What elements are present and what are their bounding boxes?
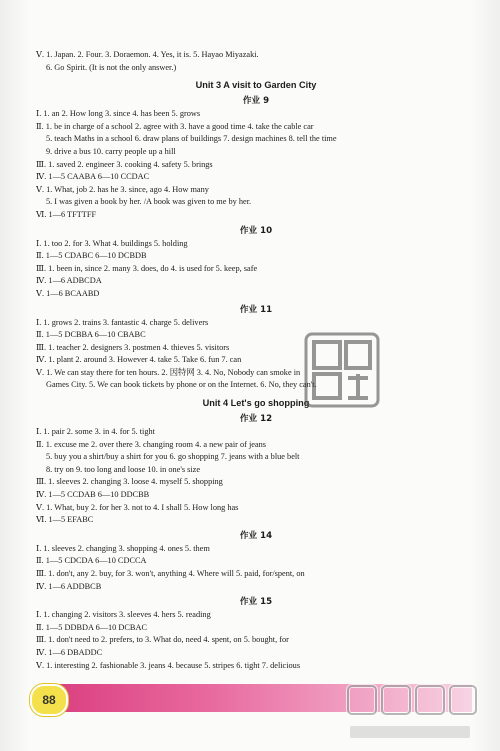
answer-line: Ⅴ. 1. What, buy 2. for her 3. not to 4. I shall 5. How long has (36, 502, 239, 512)
answer-line: Ⅳ. 1—6 DBADDC (36, 647, 103, 657)
answer-line: Ⅳ. 1. plant 2. around 3. However 4. take 5. Take 6. fun 7. can (36, 355, 242, 365)
site-watermark-icon (340, 680, 480, 750)
answer-key-content (36, 49, 476, 672)
unit-4-title: Unit 4 Let's go shopping (202, 398, 310, 409)
answer-line: Ⅲ. 1. been in, since 2. many 3. does, do 4. is used for 5. keep, safe (36, 263, 258, 273)
answer-line: Ⅴ. 1. Japan. 2. Four. 3. Doraemon. 4. Yes, it is. 5. Hayao Miyazaki. (36, 50, 259, 59)
answer-line: Ⅳ. 1—5 CCDAB 6—10 DDCBB (36, 490, 150, 500)
answer-line: Ⅱ. 1—5 CDCDA 6—10 CDCCA (36, 556, 147, 566)
answer-line: 8. try on 9. too long and loose 10. in one's size (46, 464, 201, 474)
answer-line: Ⅱ. 1. excuse me 2. over there 3. changing room 4. a new pair of jeans (36, 439, 267, 449)
answer-line: 5. buy you a shirt/buy a shirt for you 6. go shopping 7. jeans with a blue belt (46, 452, 300, 462)
answer-line: Ⅵ. 1—5 EFABC (36, 515, 94, 525)
answer-line: Ⅴ. 1. We can stay there for ten hours. 2. 因特网 3. 4. No, Nobody can smoke in (36, 367, 301, 377)
answer-line: Ⅵ. 1—6 TFTTFF (36, 209, 97, 219)
answer-line: Ⅰ. 1. an 2. How long 3. since 4. has been 5. grows (36, 109, 201, 119)
answer-line: Ⅰ. 1. grows 2. trains 3. fantastic 4. charge 5. delivers (36, 317, 209, 327)
answer-line: Ⅳ. 1—6 ADBCDA (36, 276, 102, 286)
answer-line: Ⅱ. 1. be in charge of a school 2. agree with 3. have a good time 4. take the cable car (36, 121, 314, 131)
answer-line: Ⅰ. 1. too 2. for 3. What 4. buildings 5. holding (36, 238, 188, 248)
stamp-watermark-icon (300, 328, 384, 412)
answer-line: Ⅰ. 1. sleeves 2. changing 3. shopping 4. ones 5. them (36, 543, 210, 553)
homework-14-title: 作业 14 (239, 530, 273, 541)
homework-10-title: 作业 10 (239, 225, 273, 236)
answer-line: 5. teach Maths in a school 6. draw plans of buildings 7. design machines 8. tell the time (46, 134, 337, 144)
answer-line: Ⅱ. 1—5 DCBBA 6—10 CBABC (36, 330, 146, 340)
answer-line: Ⅱ. 1—5 DDBDA 6—10 DCBAC (36, 622, 147, 632)
answer-line: Ⅴ. 1—6 BCAABD (36, 288, 100, 298)
answer-line: Ⅲ. 1. sleeves 2. changing 3. loose 4. myself 5. shopping (36, 477, 223, 487)
homework-15-title: 作业 15 (239, 597, 273, 608)
unit-3-title: Unit 3 A visit to Garden City (195, 80, 317, 91)
homework-12-title: 作业 12 (239, 414, 273, 425)
answer-line: Ⅲ. 1. saved 2. engineer 3. cooking 4. safety 5. brings (36, 159, 213, 169)
answer-line: Ⅰ. 1. changing 2. visitors 3. sleeves 4. hers 5. reading (36, 610, 211, 620)
answer-line: 6. Go Spirit. (It is not the only answer.) (46, 62, 177, 72)
answer-line: 9. drive a bus 10. carry people up a hill (46, 146, 176, 156)
answer-line: Ⅲ. 1. don't need to 2. prefers, to 3. What do, need 4. spent, on 5. bought, for (36, 635, 289, 645)
homework-11-title: 作业 11 (239, 304, 273, 315)
answer-line: 5. I was given a book by her. /A book was given to me by her. (46, 197, 252, 207)
answer-line: Ⅱ. 1—5 CDABC 6—10 DCBDB (36, 251, 147, 261)
answer-line: Ⅴ. 1. interesting 2. fashionable 3. jeans 4. because 5. stripes 6. tight 7. delicious (36, 660, 301, 670)
answer-line: Games City. 5. We can book tickets by phone or on the Internet. 6. No, they can't. (46, 380, 317, 390)
answer-line: Ⅳ. 1—5 CAABA 6—10 CCDAC (36, 172, 150, 182)
answer-line: Ⅲ. 1. don't, any 2. buy, for 3. won't, anything 4. Where will 5. paid, for/spent, on (36, 569, 305, 578)
answer-line: Ⅰ. 1. pair 2. some 3. in 4. for 5. tight (36, 427, 155, 437)
answer-line: Ⅲ. 1. teacher 2. designers 3. postmen 4. thieves 5. visitors (36, 342, 230, 352)
answer-line: Ⅳ. 1—6 ADDBCB (36, 581, 102, 591)
answer-line: Ⅴ. 1. What, job 2. has he 3. since, ago 4. How many (36, 184, 209, 194)
page-number: 88 (30, 684, 68, 716)
homework-9-title: 作业 9 (242, 96, 270, 107)
